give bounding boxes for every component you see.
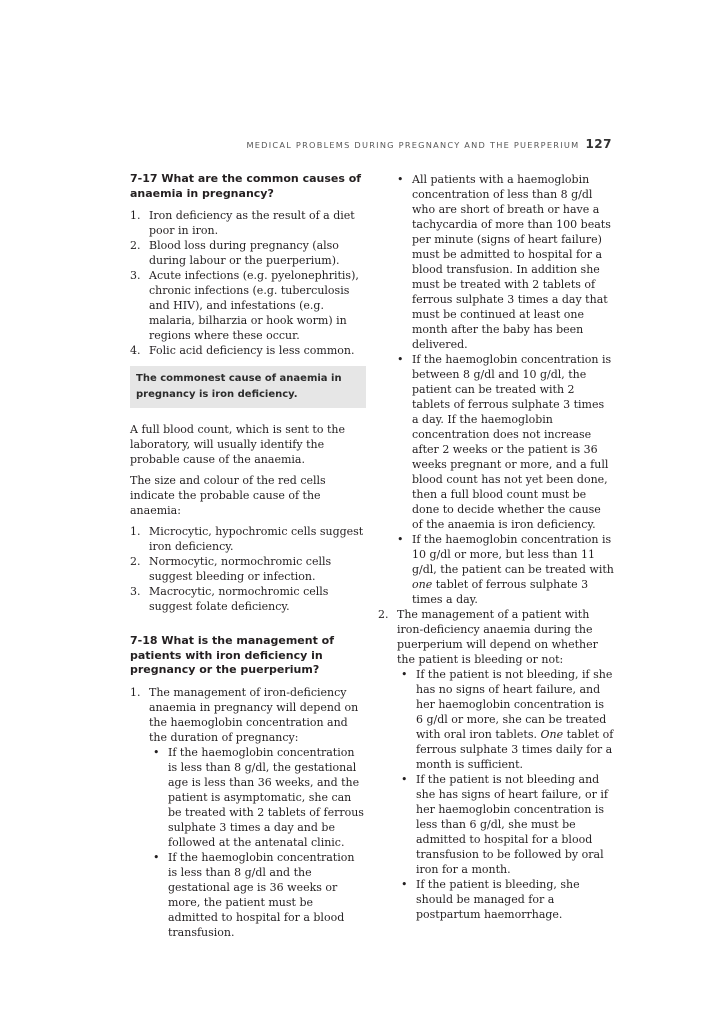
running-head-title: MEDICAL PROBLEMS DURING PREGNANCY AND THE PUERPERIUM bbox=[246, 140, 580, 150]
bullet-item bbox=[378, 532, 614, 607]
management-list bbox=[130, 685, 366, 940]
bullet-item: • If the haemoglobin concentration is less than 8 g/dl, the gestational age is less than 36 weeks, and the patient is asymptomatic, she can be treated with 2 tablets of ferrous sulphate 3 times a day and be followed at the antenatal clinic. bbox=[149, 745, 366, 850]
paragraph: The size and colour of the red cells indicate the probable cause of the anaemia: bbox=[130, 474, 326, 517]
bullet-item: • If the haemoglobin concentration is between 8 g/dl and 10 g/dl, the patient can be treated with 2 tablets of ferrous sulphate 3 times a day. If the haemoglobin concentration does not increase after 2 weeks or the patient is 36 weeks pregnant or more, and a full blood count has not yet been done, then a full blood count must be done to decide whether the cause of the anaemia is iron deficiency. bbox=[378, 352, 614, 532]
emphasis-text: One bbox=[540, 728, 564, 741]
list-number: 4. bbox=[130, 344, 141, 357]
list-item bbox=[130, 268, 366, 343]
paragraph: A full blood count, which is sent to the laboratory, will usually identify the probable cause of the anaemia. bbox=[130, 423, 345, 466]
bullet-item bbox=[397, 667, 614, 772]
bullet-text: tablet of ferrous sulphate 3 times daily for a month is sufficient. bbox=[416, 728, 614, 771]
list-text: Acute infections (e.g. pyelonephritis), chronic infections (e.g. tuberculosis and HIV), and infestations (e.g. malaria, bilharzia or hook worm) in regions where these occur. bbox=[149, 269, 359, 342]
bullet-text: tablet of ferrous sulphate 3 times a day. bbox=[412, 578, 589, 606]
list-text: Folic acid deficiency is less common. bbox=[149, 344, 355, 357]
list-number: 2. bbox=[130, 555, 141, 568]
question-7-17-heading: 7-17 What are the common causes of anaemia in pregnancy? bbox=[130, 172, 362, 200]
list-number: 3. bbox=[130, 585, 141, 598]
emphasis-text: one bbox=[412, 578, 433, 591]
left-column bbox=[130, 172, 366, 940]
bullet-item: • If the haemoglobin concentration is less than 8 g/dl and the gestational age is 36 weeks or more, the patient must be admitted to hospital for a blood transfusion. bbox=[149, 850, 366, 940]
list-number: 1. bbox=[130, 209, 141, 222]
bullet-text: If the patient is not bleeding, if she has no signs of heart failure, and her haemoglobin concentration is 6 g/dl or more, she can be treated with oral iron tablets. bbox=[416, 668, 613, 741]
bullet-list bbox=[397, 667, 614, 922]
key-point-box: The commonest cause of anaemia in pregnancy is iron deficiency. bbox=[130, 366, 366, 408]
management-list-continued bbox=[378, 607, 614, 922]
list-item bbox=[130, 554, 366, 584]
bullet-item: • If the patient is bleeding, she should be managed for a postpartum haemorrhage. bbox=[397, 877, 614, 922]
bullet-list bbox=[149, 745, 366, 940]
right-column bbox=[378, 172, 614, 922]
page-number: 127 bbox=[585, 137, 612, 151]
red-cells-list bbox=[130, 524, 366, 614]
bullet-item: • All patients with a haemoglobin concentration of less than 8 g/dl who are short of breath or have a tachycardia of more than 100 beats per minute (signs of heart failure) must be admitted to hospital for a blood transfusion. In addition she must be treated with 2 tablets of ferrous sulphate 3 times a day that must be continued at least one month after the baby has been delivered. bbox=[378, 172, 614, 352]
list-item bbox=[130, 685, 366, 940]
list-number: 1. bbox=[130, 685, 141, 699]
bullet-list bbox=[378, 172, 614, 607]
list-item bbox=[130, 343, 366, 358]
list-number: 3. bbox=[130, 269, 141, 282]
list-item bbox=[378, 607, 614, 922]
question-7-18-heading: 7-18 What is the management of patients with iron deficiency in pregnancy or the puerperium? bbox=[130, 634, 335, 676]
list-number: 2. bbox=[130, 239, 141, 252]
list-text: The management of a patient with iron-deficiency anaemia during the puerperium will depend on whether the patient is bleeding or not: bbox=[397, 608, 598, 666]
list-item bbox=[130, 238, 366, 268]
list-item bbox=[130, 208, 366, 238]
list-item bbox=[130, 584, 366, 614]
list-text: Blood loss during pregnancy (also during labour or the puerperium). bbox=[149, 239, 340, 267]
list-text: Iron deficiency as the result of a diet poor in iron. bbox=[149, 209, 355, 237]
bullet-item: • If the patient is not bleeding and she has signs of heart failure, or if her haemoglobin concentration is less than 6 g/dl, she must be admitted to hospital for a blood transfusion to be followed by oral iron for a month. bbox=[397, 772, 614, 877]
causes-list bbox=[130, 208, 366, 358]
list-item bbox=[130, 524, 366, 554]
running-head bbox=[246, 133, 612, 152]
list-text: The management of iron-deficiency anaemia in pregnancy will depend on the haemoglobin concentration and the duration of pregnancy: bbox=[149, 685, 359, 744]
list-text: Macrocytic, normochromic cells suggest folate deficiency. bbox=[149, 585, 329, 613]
list-number: 2. bbox=[378, 608, 389, 621]
list-number: 1. bbox=[130, 525, 141, 538]
list-text: Normocytic, normochromic cells suggest bleeding or infection. bbox=[149, 555, 332, 583]
bullet-text: If the haemoglobin concentration is 10 g/dl or more, but less than 11 g/dl, the patient can be treated with bbox=[412, 533, 614, 576]
list-text: Microcytic, hypochromic cells suggest iron deficiency. bbox=[149, 525, 364, 553]
